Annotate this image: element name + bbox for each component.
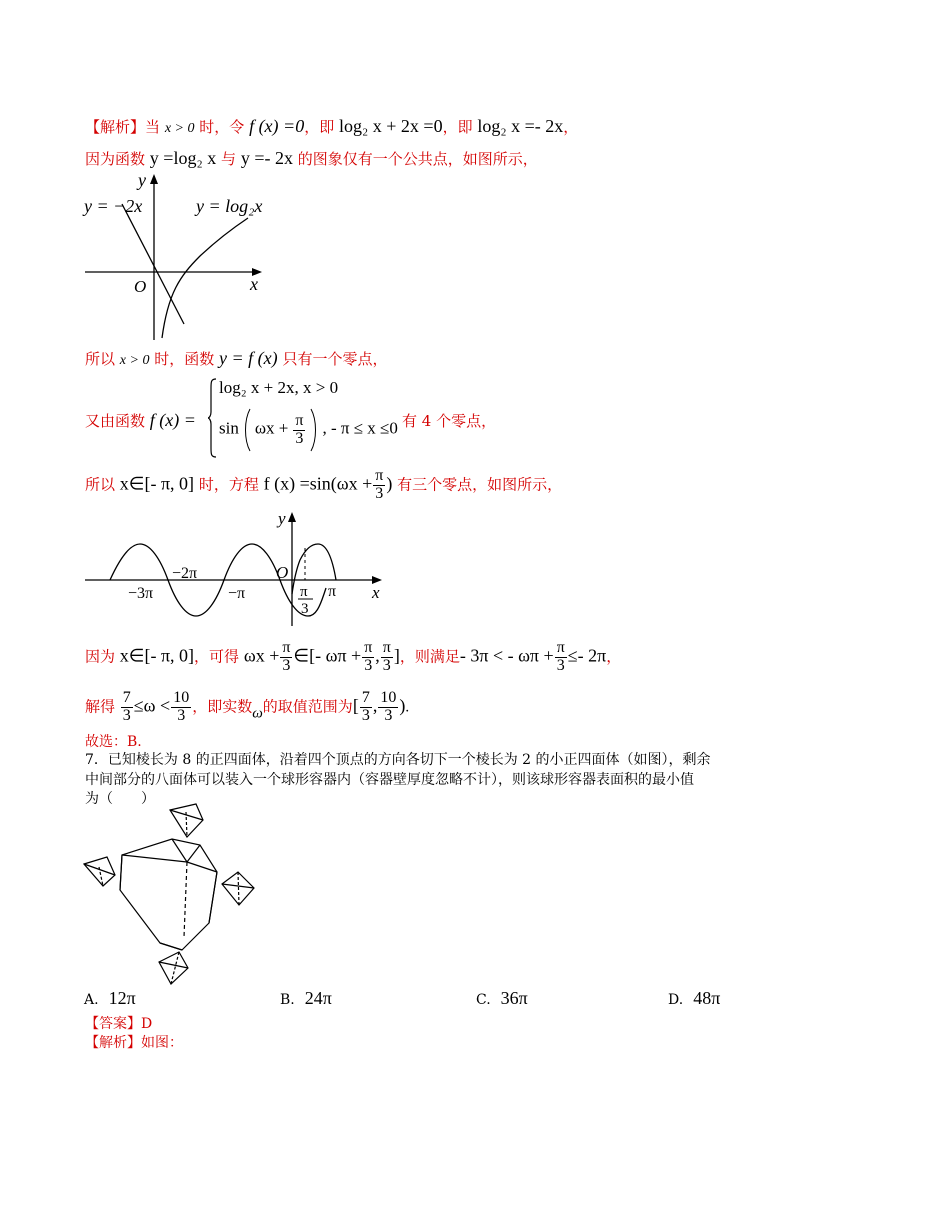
graph-sine (80, 508, 400, 633)
numerator: 10 (380, 689, 397, 706)
log-curve (162, 218, 248, 338)
case-1: log₂ x + 2x, x > 0 (219, 378, 339, 397)
option-letter: B. (280, 992, 295, 1008)
text: 又由函数 (85, 412, 146, 430)
numerator: 7 (122, 689, 131, 706)
option-letter: C. (476, 992, 491, 1008)
equation: y =- 2x (240, 148, 293, 168)
text: 时，函数 (154, 350, 215, 368)
equation: y = f (x) (219, 348, 278, 368)
comma: , (372, 695, 378, 716)
option-value: 36π (500, 988, 528, 1008)
tick-pi-over-3-den: 3 (301, 601, 309, 617)
text: 因为 (85, 647, 116, 666)
fraction (280, 640, 292, 675)
numerator: π (375, 467, 384, 484)
bracket: ) (399, 695, 406, 716)
inequality: ≤ω < (133, 695, 171, 716)
label-origin: O (276, 563, 289, 582)
text: 时，方程 (198, 475, 259, 494)
y-arrow (150, 174, 158, 184)
equation: f (x) =0 (249, 116, 305, 136)
paren-left (243, 408, 251, 452)
equation: y =log₂ x (149, 148, 217, 168)
expr: ωx + (243, 645, 280, 666)
denominator: 3 (282, 656, 291, 674)
domain: , - π ≤ x ≤0 (322, 418, 398, 438)
question-line-1: 7．已知棱长为 8 的正四面体，沿着四个顶点的方向各切下一个棱长为 2 的小正四面体（如图），剩余 (85, 752, 711, 768)
text: ，则满足 (399, 647, 460, 666)
text: 与 (221, 150, 237, 168)
small-tetra-top (170, 804, 203, 837)
text: 当 (145, 118, 161, 136)
small-tetra-bottom (159, 952, 188, 984)
numerator: π (382, 639, 391, 656)
tick-minus-2pi: −2π (172, 565, 198, 582)
bracket: ] (393, 645, 400, 666)
tick-pi: π (328, 583, 337, 600)
fraction-7-3 (121, 690, 133, 725)
numerator: 10 (173, 689, 190, 706)
text: ， (563, 118, 579, 136)
tick-minus-pi: −π (228, 585, 246, 602)
option-value: 12π (108, 988, 136, 1008)
label-x: x (372, 583, 380, 602)
option-value: 24π (304, 988, 332, 1008)
interval: x∈[- π, 0] (119, 473, 195, 494)
analysis-line-1 (85, 116, 578, 137)
text: 所以 (85, 350, 116, 368)
expr: ∈[- ωπ + (293, 645, 362, 666)
text: 的取值范围为 (262, 697, 353, 716)
text: 所以 (85, 475, 116, 494)
analysis-line-4 (85, 410, 196, 431)
fraction-10-3 (171, 690, 191, 725)
fraction-10-3 (378, 690, 398, 725)
graph-log-vs-line (80, 168, 280, 343)
numerator: π (295, 411, 304, 429)
expr: - 3π < - ωπ + (459, 645, 554, 666)
small-tetra-right (222, 872, 254, 905)
question-line-3: 为（ ） (85, 791, 155, 807)
sin: sin (219, 418, 239, 438)
fraction-7-3 (360, 690, 372, 725)
interval: x∈[- π, 0] (119, 645, 195, 666)
text: ，可得 (194, 647, 240, 666)
analysis-line-6 (85, 640, 621, 675)
text: ，即实数 (192, 697, 253, 716)
text: ， (606, 647, 622, 666)
text: ，即 (442, 118, 473, 136)
small-tetra-left (84, 857, 115, 886)
analysis-line-2 (85, 148, 538, 169)
expr: ≤- 2π (567, 645, 607, 666)
bracket: [ (352, 695, 359, 716)
paren: ) (386, 473, 393, 494)
main-octahedron (120, 839, 217, 950)
option-letter: D. (668, 992, 684, 1008)
numerator: π (364, 639, 373, 656)
text: 只有一个零点， (282, 350, 388, 368)
denominator: 3 (177, 706, 186, 724)
text: 的图象仅有一个公共点，如图所示， (297, 150, 538, 168)
option-d[interactable] (668, 988, 720, 1009)
analysis-line-5 (85, 468, 562, 503)
period: . (405, 699, 410, 716)
line-neg-2x (122, 204, 184, 324)
condition: x > 0 (119, 353, 150, 368)
fraction (362, 640, 374, 675)
fraction-pi-3 (293, 413, 305, 448)
text: 因为函数 (85, 150, 146, 168)
octahedron-figure (82, 802, 262, 990)
fraction (381, 640, 393, 675)
option-value: 48π (693, 988, 721, 1008)
denominator: 3 (382, 656, 391, 674)
label-log: y = log₂x (196, 196, 263, 216)
omega: ω (252, 705, 263, 722)
comma: , (375, 645, 380, 666)
denominator: 3 (364, 656, 373, 674)
condition: x > 0 (164, 121, 195, 136)
denominator: 3 (122, 706, 131, 724)
fraction-pi-3 (373, 468, 385, 503)
label-y: y (138, 170, 146, 190)
answer-label: 【答案】D (85, 1016, 153, 1032)
option-a[interactable] (84, 988, 136, 1009)
equation: f (x) =sin(ωx + (263, 473, 373, 494)
text: 时，令 (199, 118, 245, 136)
analysis-label-2: 【解析】如图： (85, 1035, 183, 1051)
y-arrow (288, 512, 296, 522)
text: ，即 (304, 118, 335, 136)
text: 有 4 个零点， (402, 412, 497, 430)
question-line-2: 中间部分的八面体可以装入一个球形容器内（容器壁厚度忽略不计），则该球形容器表面积的最小值 (85, 772, 694, 788)
option-b[interactable] (280, 988, 332, 1009)
numerator: 7 (361, 689, 370, 706)
denominator: 3 (361, 706, 370, 724)
label-line: y = −2x (84, 196, 143, 216)
numerator: π (282, 639, 291, 656)
denominator: 3 (295, 429, 304, 447)
equation: log₂ x + 2x =0 (338, 116, 443, 136)
omega-x: ωx + (254, 418, 289, 438)
option-letter: A. (84, 992, 99, 1008)
fraction (555, 640, 567, 675)
denominator: 3 (384, 706, 393, 724)
numerator: π (556, 639, 565, 656)
paren-right (310, 408, 318, 452)
text: 解得 (85, 697, 116, 716)
denominator: 3 (556, 656, 565, 674)
case-2 (219, 408, 398, 452)
tick-pi-over-3-num: π (300, 584, 308, 600)
choice-line: 故选：B. (85, 734, 142, 750)
analysis-label: 【解析】 (85, 118, 146, 136)
option-c[interactable] (476, 988, 528, 1009)
analysis-line-7 (85, 690, 409, 725)
equation: f (x) = (149, 410, 196, 430)
label-y: y (278, 509, 286, 528)
analysis-line-3 (85, 348, 387, 369)
label-origin: O (134, 277, 147, 296)
equation: log₂ x =- 2x (477, 116, 564, 136)
text: 有三个零点，如图所示， (397, 475, 563, 494)
denominator: 3 (375, 484, 384, 502)
tick-minus-3pi: −3π (128, 585, 154, 602)
zeros-note (402, 410, 496, 431)
label-x: x (250, 274, 258, 294)
left-brace (207, 378, 217, 458)
